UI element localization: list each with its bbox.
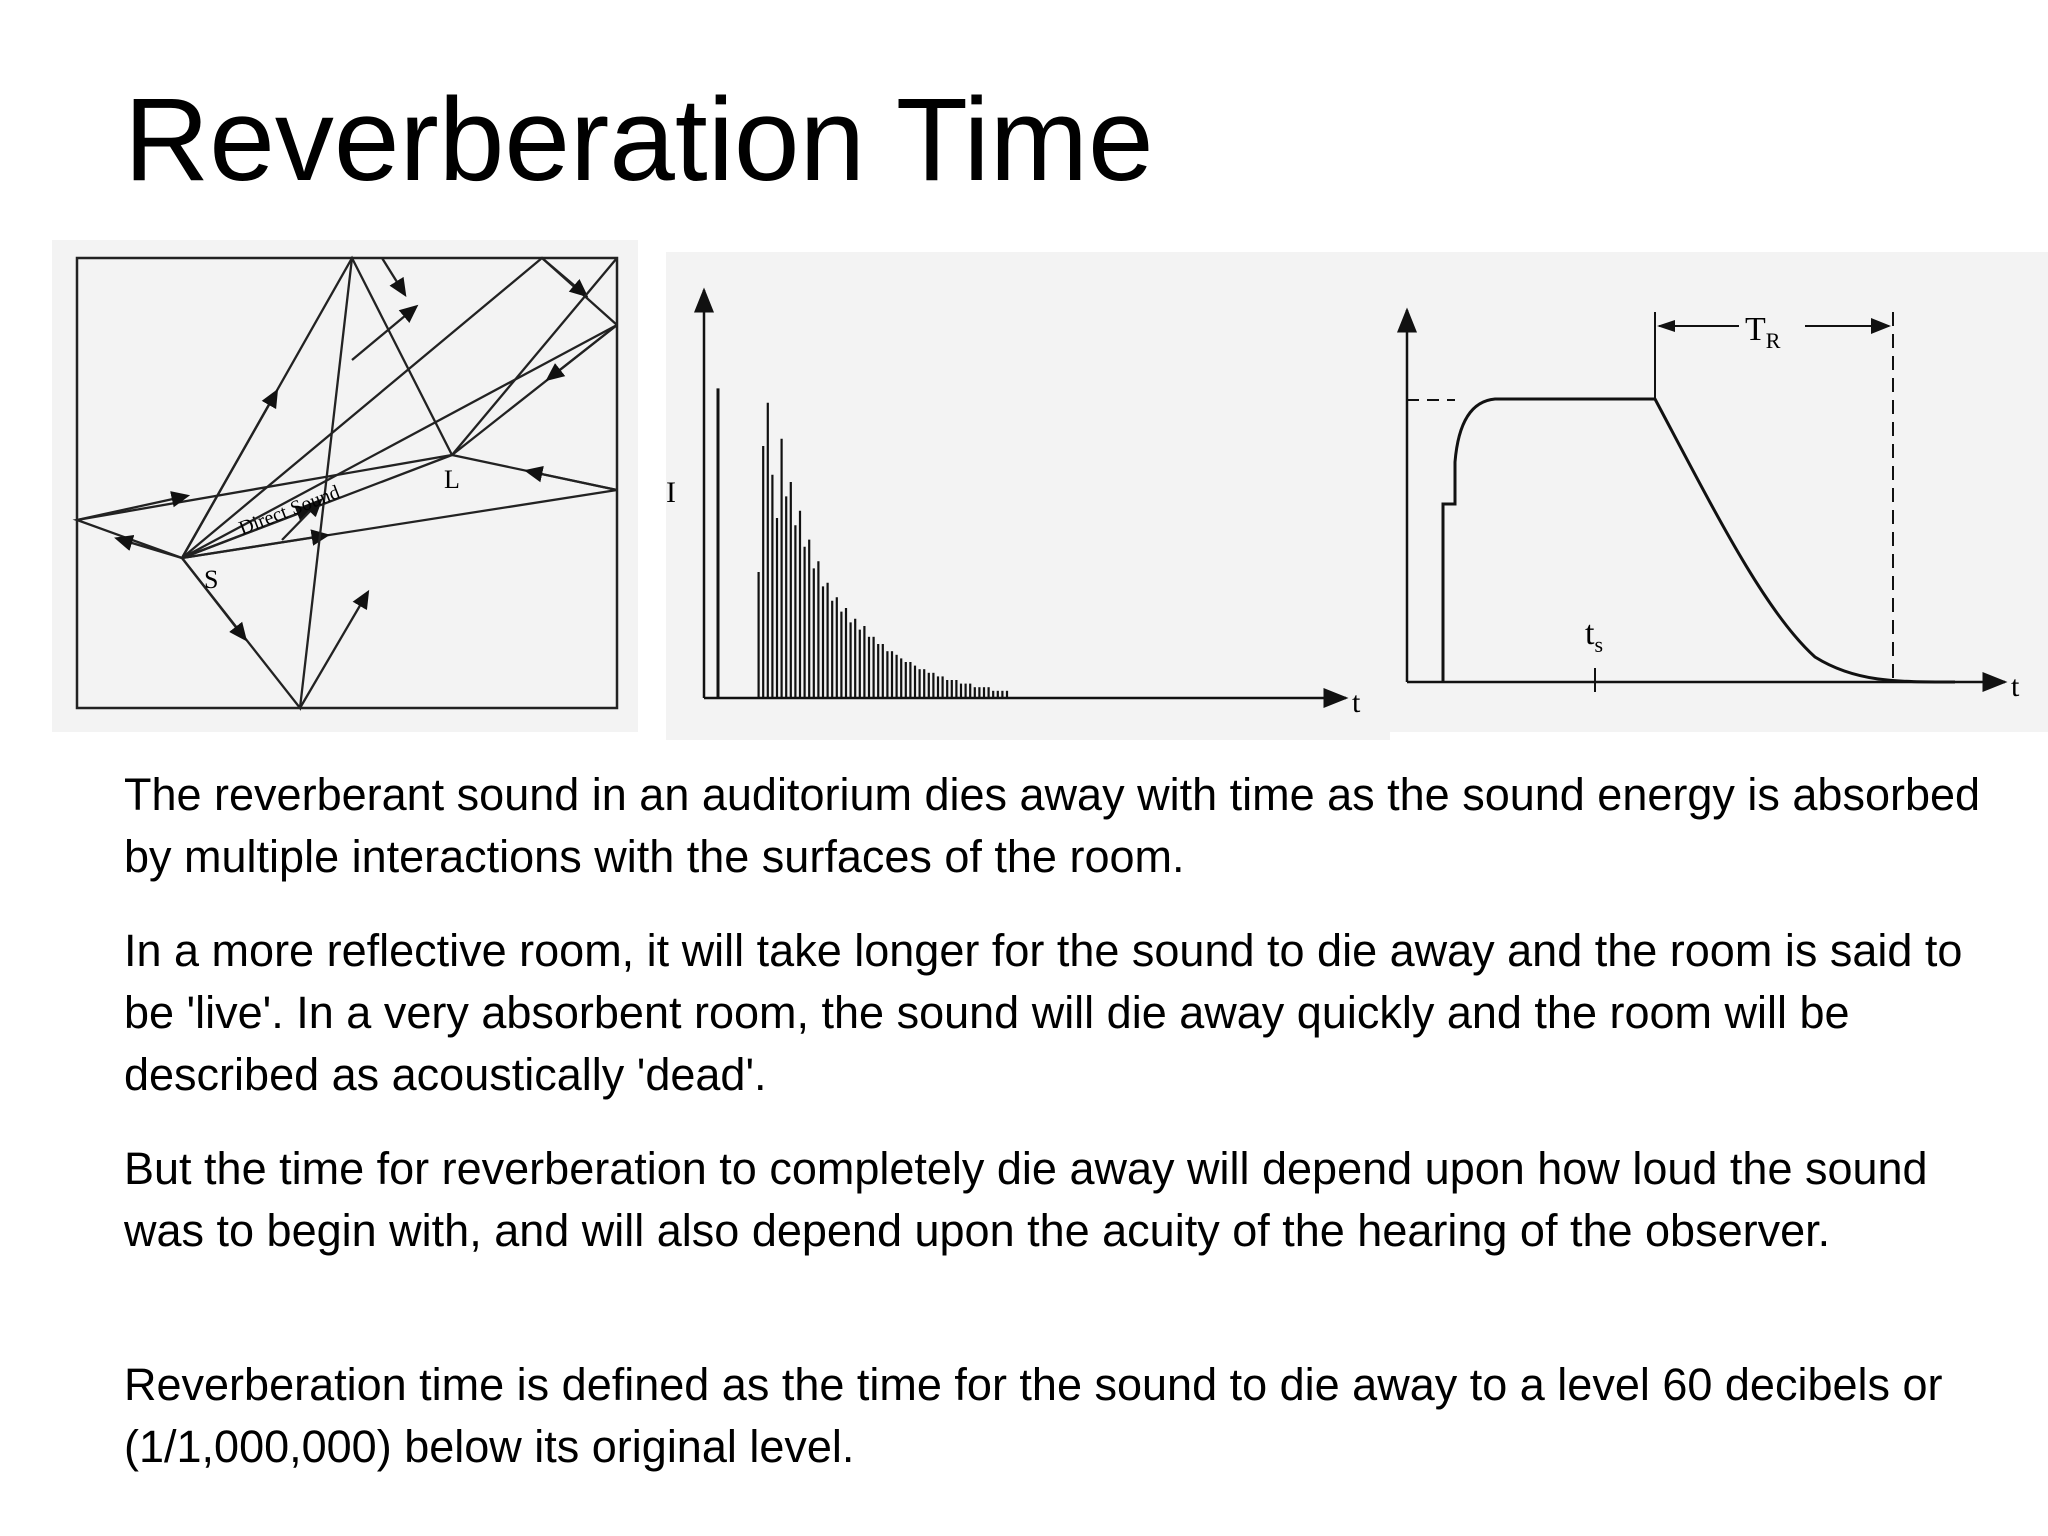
listener-label: L [444,465,460,494]
room-reflection-diagram [52,240,638,732]
tr-label: $T_R$ [1745,311,1781,353]
echogram-svg [666,252,1390,740]
room-reflection-svg [52,240,638,732]
ts-label: $t_s$ [1585,615,1604,657]
paragraph-2: In a more reflective room, it will take longer for the sound to die away and the room is said to be 'live'. In a very absorbent room, the sound will die away quickly and the room will be described as acoustically 'dead'. [124,925,1963,1100]
decay-svg [1385,252,2048,732]
direct-sound-label: Direct Sound [235,481,343,540]
decay-curve [1443,399,1955,682]
decay-curve-diagram [1385,252,2048,732]
room-walls [77,258,617,708]
source-label: S [204,565,219,594]
x-axis-label: t [1352,686,1361,719]
reflection-bars [718,388,1007,698]
decay-x-axis-label: t [2011,670,2020,703]
paragraph-4: Reverberation time is defined as the time for the sound to die away to a level 60 decibels or (1/1,000,000) below its original level. [124,1359,1943,1472]
y-axis-label: I [666,476,676,509]
echogram-diagram [666,252,1390,740]
paragraph-3: But the time for reverberation to completely die away will depend upon how loud the sound was to begin with, and will also depend upon the acuity of the hearing of the observer. [124,1143,1928,1256]
page-title: Reverberation Time [124,74,1154,206]
tr-arrow-head-left [1657,320,1675,332]
reflection-rays [77,258,617,708]
paragraph-1: The reverberant sound in an auditorium dies away with time as the sound energy is absorbed by multiple interactions with the surfaces of the room. [124,769,1981,882]
